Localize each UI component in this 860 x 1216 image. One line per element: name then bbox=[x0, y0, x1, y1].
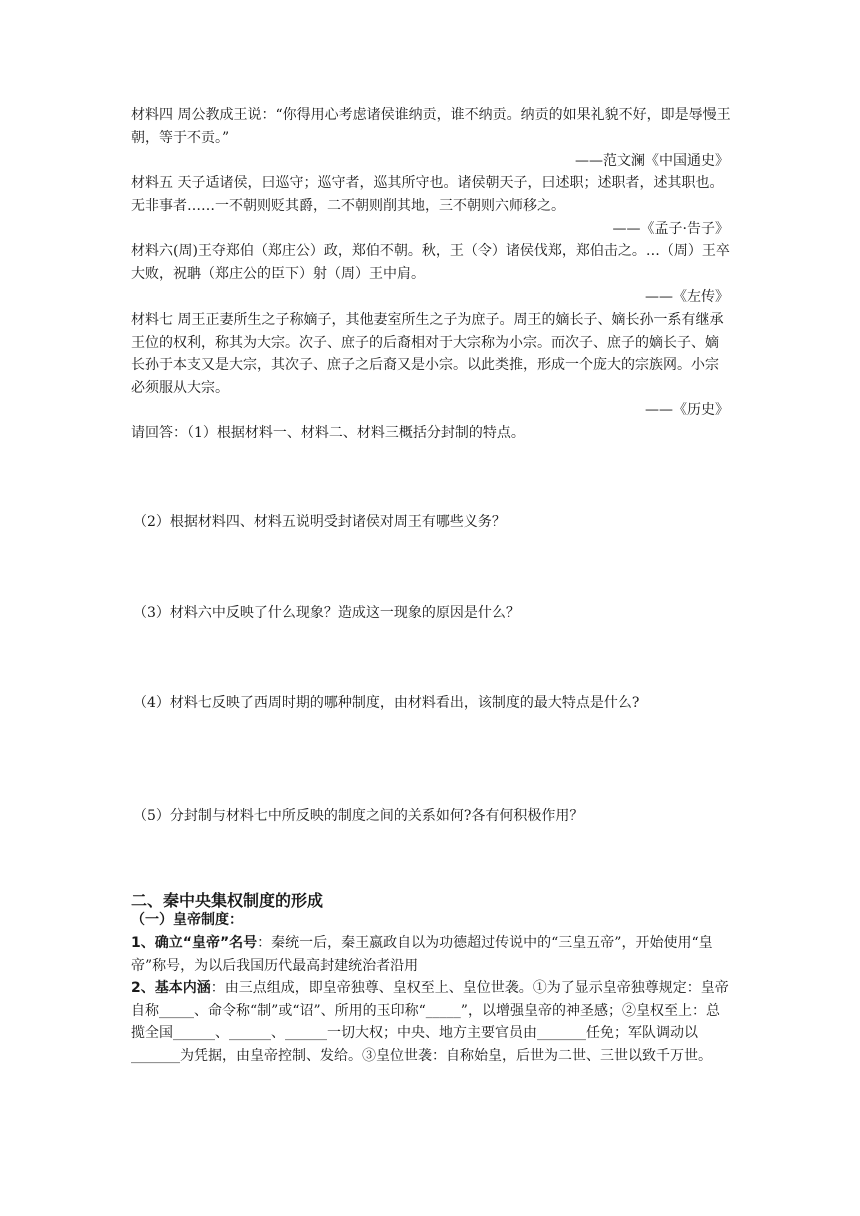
item-2-label: 2、基本内涵 bbox=[131, 980, 211, 996]
material-6-source: ——《左传》 bbox=[645, 289, 729, 305]
material-4-text: 材料四 周公教成王说：“你得用心考虑诸侯谁纳贡，谁不纳贡。纳贡的如果礼貌不好，即是辱慢王朝，等于不贡。” bbox=[131, 107, 731, 146]
material-7-source: ——《历史》 bbox=[645, 402, 729, 418]
question-2: （2）根据材料四、材料五说明受封诸侯对周王有哪些义务？ bbox=[133, 514, 506, 530]
item-1-label: 1、确立“皇帝”名号 bbox=[131, 935, 258, 951]
section-2-title: 二、秦中央集权制度的形成 bbox=[131, 891, 324, 910]
section-2-item-2 bbox=[131, 977, 731, 1067]
question-3: （3）材料六中反映了什么现象？造成这一现象的原因是什么？ bbox=[133, 605, 520, 621]
material-7-text: 材料七 周王正妻所生之子称嫡子，其他妻室所生之子为庶子。周王的嫡长子、嫡长孙一系有继承王位的权利，称其为大宗。次子、庶子的后裔相对于大宗称为小宗。而次子、庶子的嫡长子、嫡长孙于本支又是大宗，其次子、庶子之后裔又是小宗。以此类推，形成一个庞大的宗族网。小宗必须服从大宗。 bbox=[131, 312, 724, 396]
item-2-text: ：由三点组成，即皇帝独尊、皇权至上、皇位世袭。①为了显示皇帝独尊规定：皇帝自称_____、命令称“制”或“诏”、所用的玉印称“_____”，以增强皇帝的神圣感；②皇权至上：总揽全国______、______、______一切大权；中央、地方主要官员由_______任免；军队调动以_______为凭据，由皇帝控制、发给。③皇位世袭：自称始皇，后世为二世、三世以致千万世。 bbox=[131, 980, 729, 1064]
section-2-item-1 bbox=[131, 932, 731, 977]
material-5-text: 材料五 天子适诸侯，曰巡守；巡守者，巡其所守也。诸侯朝天子，曰述职；述职者，述其职也。无非事者……一不朝则贬其爵，二不朝则削其地，三不朝则六师移之。 bbox=[131, 175, 724, 214]
question-4: （4）材料七反映了西周时期的哪种制度，由材料看出，该制度的最大特点是什么? bbox=[133, 695, 640, 711]
material-5-source: ——《孟子·告子》 bbox=[612, 221, 729, 237]
material-6-text: 材料六(周)王夺郑伯（郑庄公）政，郑伯不朝。秋，王（令）诸侯伐郑，郑伯击之。…（周）王卒大败，祝聃（郑庄公的臣下）射（周）王中肩。 bbox=[131, 243, 730, 282]
item-1-text: ：秦统一后，秦王嬴政自以为功德超过传说中的“三皇五帝”，开始使用“皇帝”称号，为以后我国历代最高封建统治者沿用 bbox=[131, 935, 713, 974]
question-5: （5）分封制与材料七中所反映的制度之间的关系如何?各有何积极作用？ bbox=[133, 808, 584, 824]
section-2-subtitle: （一）皇帝制度： bbox=[131, 912, 243, 928]
question-1: 请回答：（1）根据材料一、材料二、材料三概括分封制的特点。 bbox=[131, 425, 525, 441]
material-4-source: ——范文澜《中国通史》 bbox=[575, 153, 729, 169]
